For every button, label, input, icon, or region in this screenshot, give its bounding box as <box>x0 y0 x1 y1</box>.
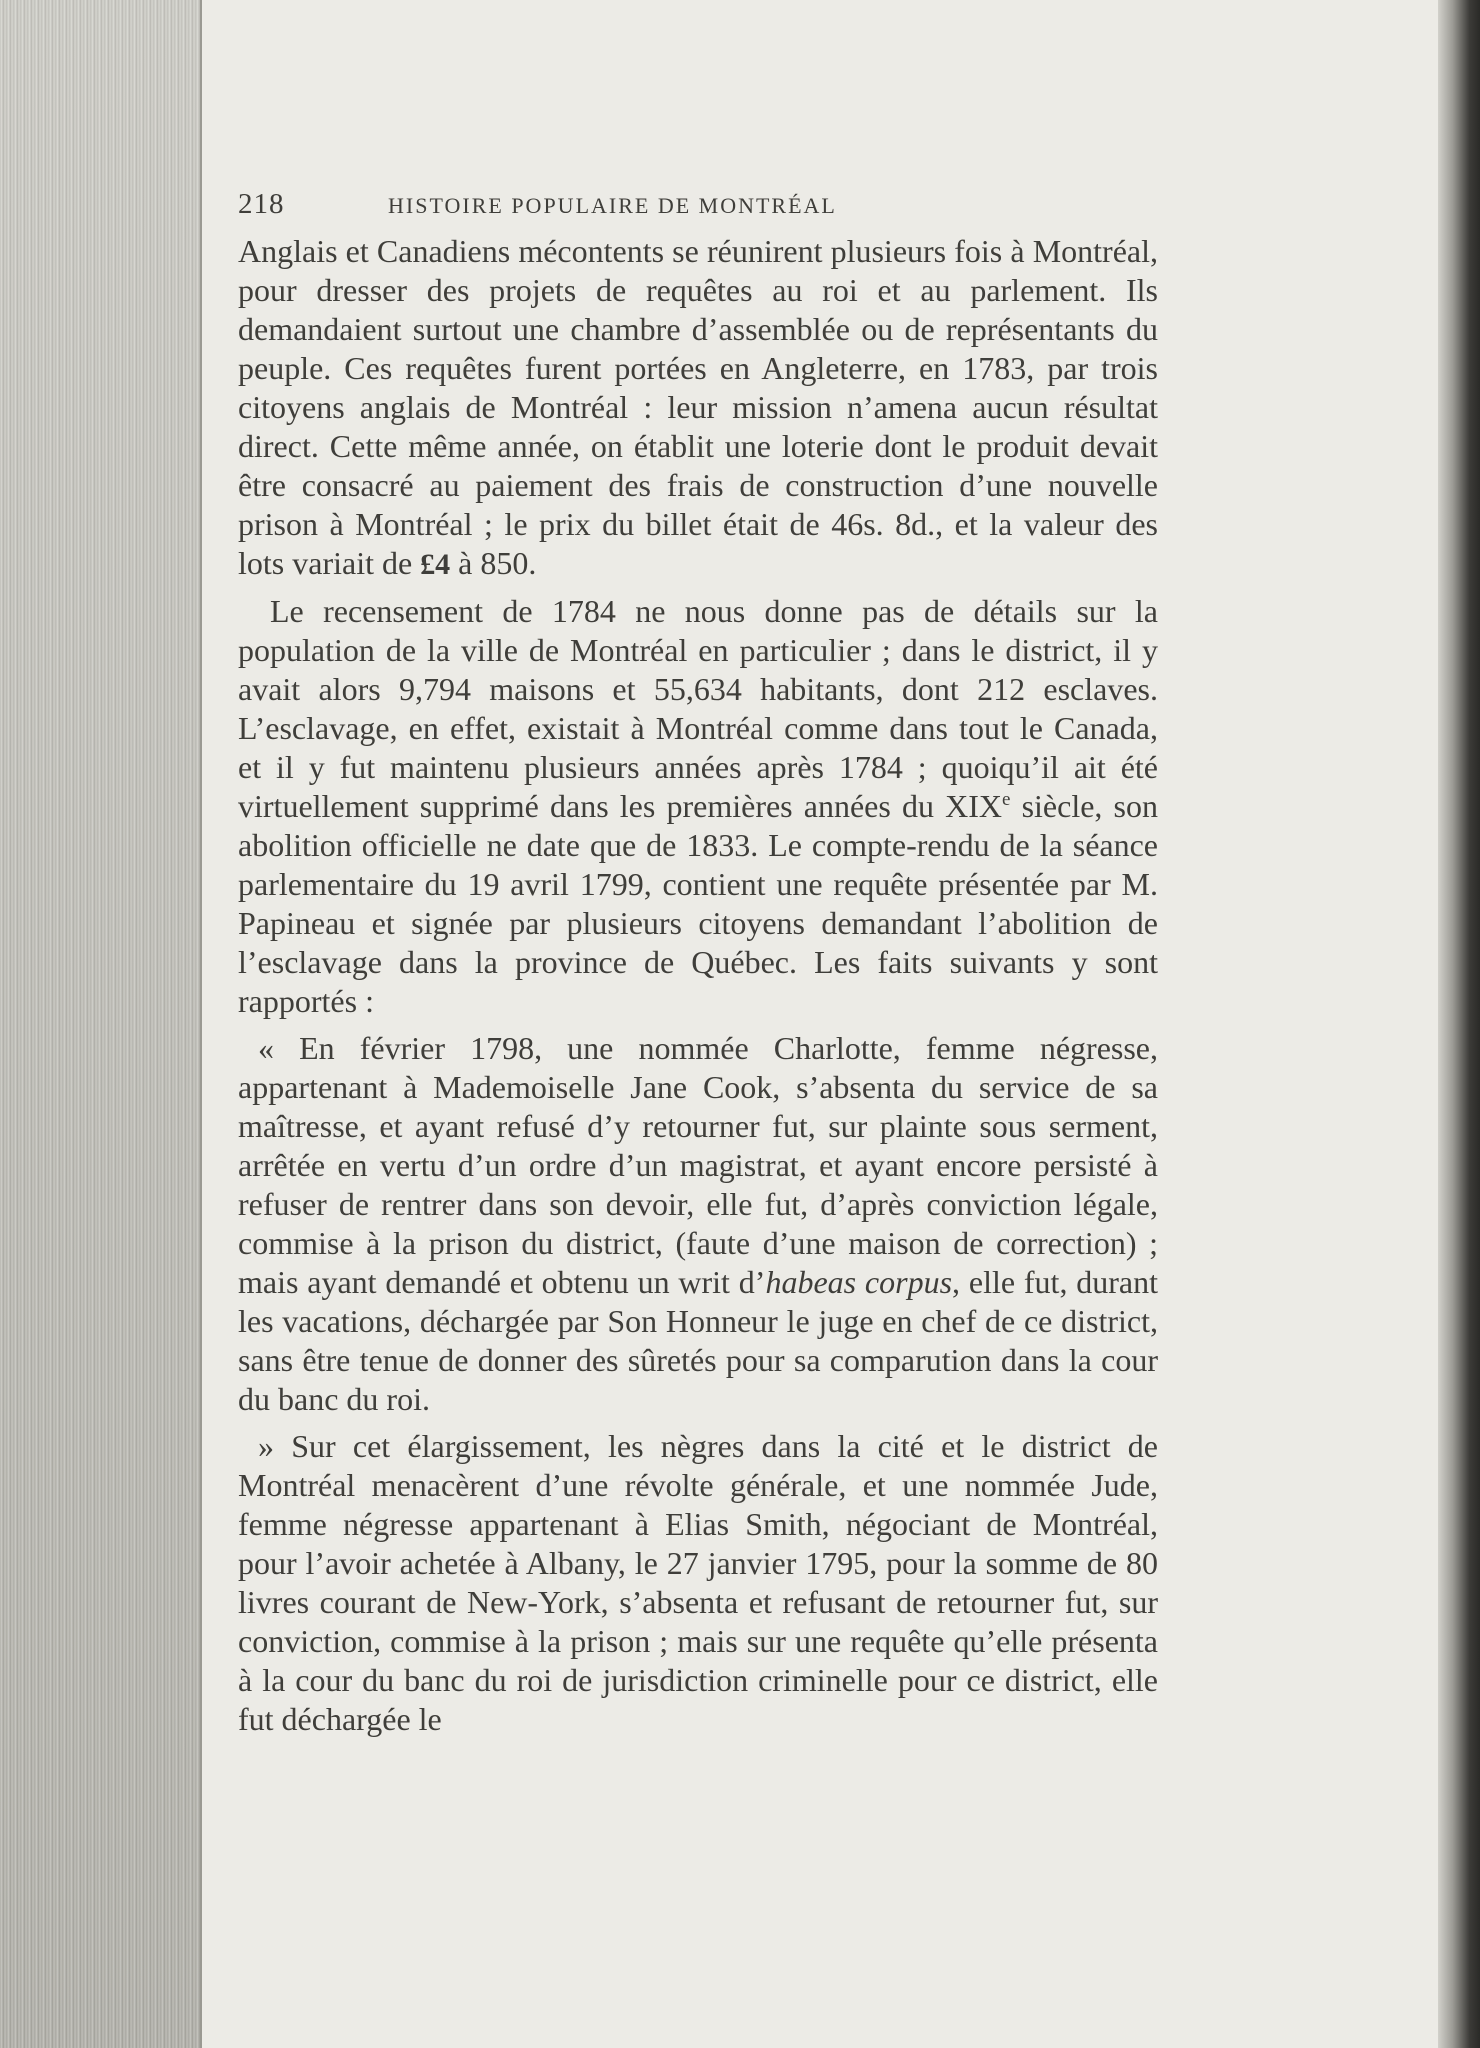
habeas-corpus-italic: habeas corpus <box>765 1264 953 1300</box>
paragraph-1-text-b: à 850. <box>450 545 537 581</box>
book-gutter-shadow <box>1438 0 1480 2048</box>
text-block <box>238 188 1158 1739</box>
paragraph-1 <box>238 232 1158 584</box>
paragraph-3-text-b: , elle fut, durant les vacations, déchargée par Son Honneur le juge en chef de ce district, sans être tenue de donner des sûretés pour sa comparution dans la cour du banc du roi. <box>238 1264 1159 1417</box>
book-page-edges <box>0 0 202 2048</box>
paragraph-3-quote <box>238 1029 1158 1419</box>
running-title: HISTOIRE POPULAIRE DE MONTRÉAL <box>388 193 837 218</box>
paragraph-2 <box>238 592 1158 1021</box>
paragraph-3-text-a: « En février 1798, une nommée Charlotte, femme négresse, appartenant à Mademoiselle Jane Cook, s’absenta du service de sa maîtresse, et ayant refusé d’y retourner fut, sur plainte sous serment, arrêtée en vertu d’un ordre d’un magistrat, et ayant encore persisté à refuser de rentrer dans son devoir, elle fut, d’après conviction légale, commise à la prison du district, (faute d’une maison de correction) ; mais ayant demandé et obtenu un writ d’ <box>238 1030 1158 1300</box>
pound-amount: £4 <box>420 548 451 581</box>
paragraph-4-quote: » Sur cet élargissement, les nègres dans la cité et le district de Montréal menacèrent d’une révolte générale, et une nommée Jude, femme négresse appartenant à Elias Smith, négociant de Montréal, pour l’avoir achetée à Albany, le 27 janvier 1795, pour la somme de 80 livres courant de New-York, s’absenta et refusant de retourner fut, sur conviction, commise à la prison ; mais sur une requête qu’elle présenta à la cour du banc du roi de jurisdiction criminelle pour ce district, elle fut déchargée le <box>238 1428 1158 1737</box>
paragraph-1-text-a: Anglais et Canadiens mécontents se réunirent plusieurs fois à Montréal, pour dresser des projets de requêtes au roi et au parlement. Ils demandaient surtout une chambre d’assemblée ou de représentants du peuple. Ces requêtes furent portées en Angleterre, en 1783, par trois citoyens anglais de Montréal : leur mission n’amena aucun résultat direct. Cette même année, on établit une loterie dont le produit devait être consacré au paiement des frais de construction d’une nouvelle prison à Montréal ; le prix du billet était de 46s. 8d., et la valeur des lots variait de <box>238 233 1158 581</box>
century-superscript: e <box>1001 789 1011 810</box>
paragraph-2-text-b: siècle, son abolition officielle ne date que de 1833. Le compte-rendu de la séance parlementaire du 19 avril 1799, contient une requête présentée par M. Papineau et signée par plusieurs citoyens demandant l’abolition de l’esclavage dans la province de Québec. Les faits suivants y sont rapportés : <box>238 788 1158 1019</box>
paragraph-2-text-a: Le recensement de 1784 ne nous donne pas de détails sur la population de la ville de Montréal en particulier ; dans le district, il y avait alors 9,794 maisons et 55,634 habitants, dont 212 esclaves. L’esclavage, en effet, existait à Montréal comme dans tout le Canada, et il y fut maintenu plusieurs années après 1784 ; quoiqu’il ait été virtuellement supprimé dans les premières années du XIX <box>238 593 1158 824</box>
page-number: 218 <box>238 188 285 220</box>
running-header <box>238 188 1158 232</box>
